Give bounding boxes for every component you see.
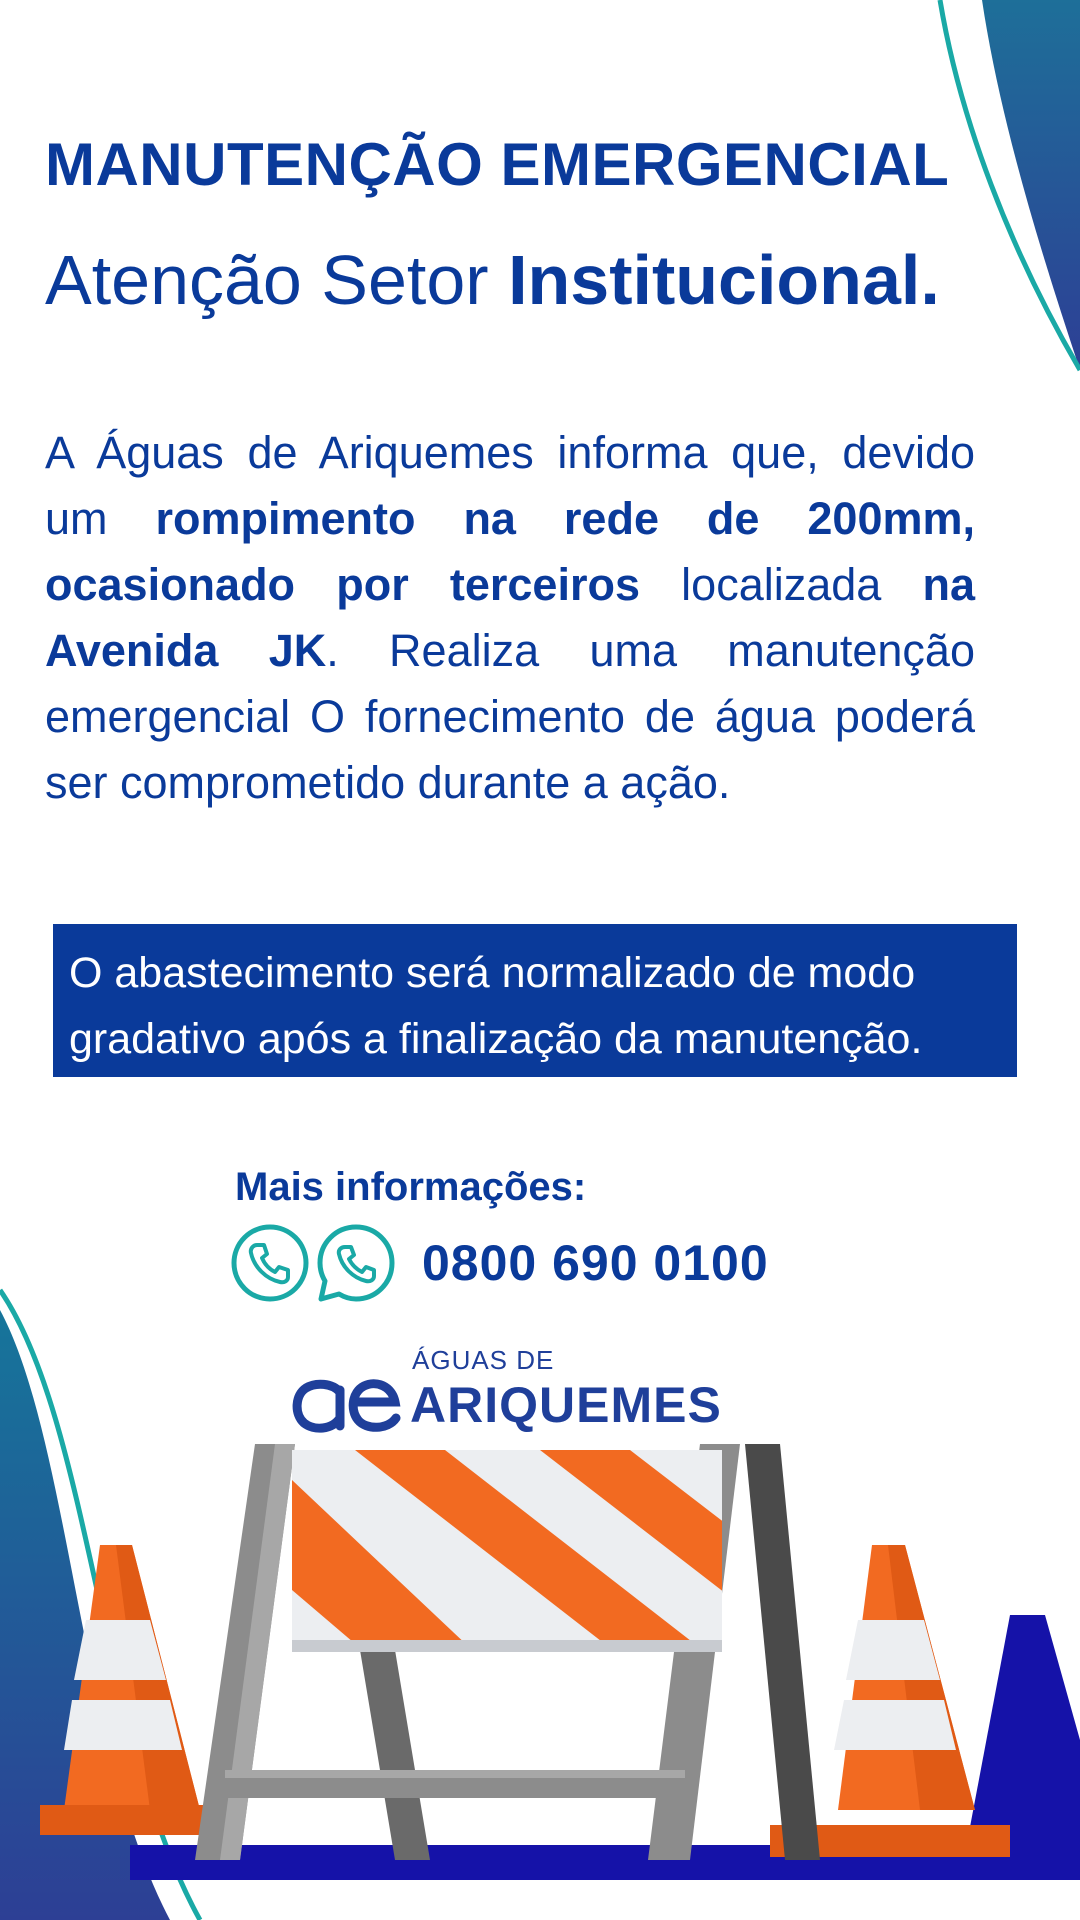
- message-bold-2: na Avenida JK: [45, 559, 975, 676]
- road-barrier-illustration: [0, 1440, 1080, 1920]
- logo-small-text: ÁGUAS DE: [412, 1345, 555, 1375]
- left-traffic-cone: [40, 1545, 230, 1835]
- message-text-2: localizada: [640, 559, 923, 610]
- message-text-3: . Realiza uma manutenção emergencial O fornecimento de água poderá ser comprometido durante a ação.: [45, 625, 975, 808]
- contact-row: [230, 1222, 769, 1304]
- whatsapp-icon: [316, 1223, 396, 1303]
- subtitle-sector: Institucional.: [508, 241, 940, 319]
- more-info-label: Mais informações:: [235, 1165, 587, 1209]
- logo-big-text: ARIQUEMES: [410, 1377, 722, 1433]
- message-text-1: A Águas de Ariquemes informa que, devido um: [45, 427, 975, 544]
- subtitle-prefix: Atenção Setor: [45, 241, 509, 319]
- message-bold-1: rompimento na rede de 200mm, ocasionado por terceiros: [45, 493, 976, 610]
- ae-logo-mark-icon: [292, 1378, 402, 1433]
- notice-text: O abastecimento será normalizado de modo gradativo após a finalização da manutenção.: [69, 949, 923, 1063]
- phone-number: 0800 690 0100: [422, 1235, 769, 1291]
- company-logo: [292, 1340, 732, 1440]
- notice-box: [53, 924, 1017, 1077]
- phone-icon: [230, 1223, 310, 1303]
- announcement-paragraph: [45, 420, 975, 816]
- barrier-board: [292, 1450, 760, 1652]
- subtitle: [45, 240, 940, 320]
- page-title: MANUTENÇÃO EMERGENCIAL: [45, 131, 950, 198]
